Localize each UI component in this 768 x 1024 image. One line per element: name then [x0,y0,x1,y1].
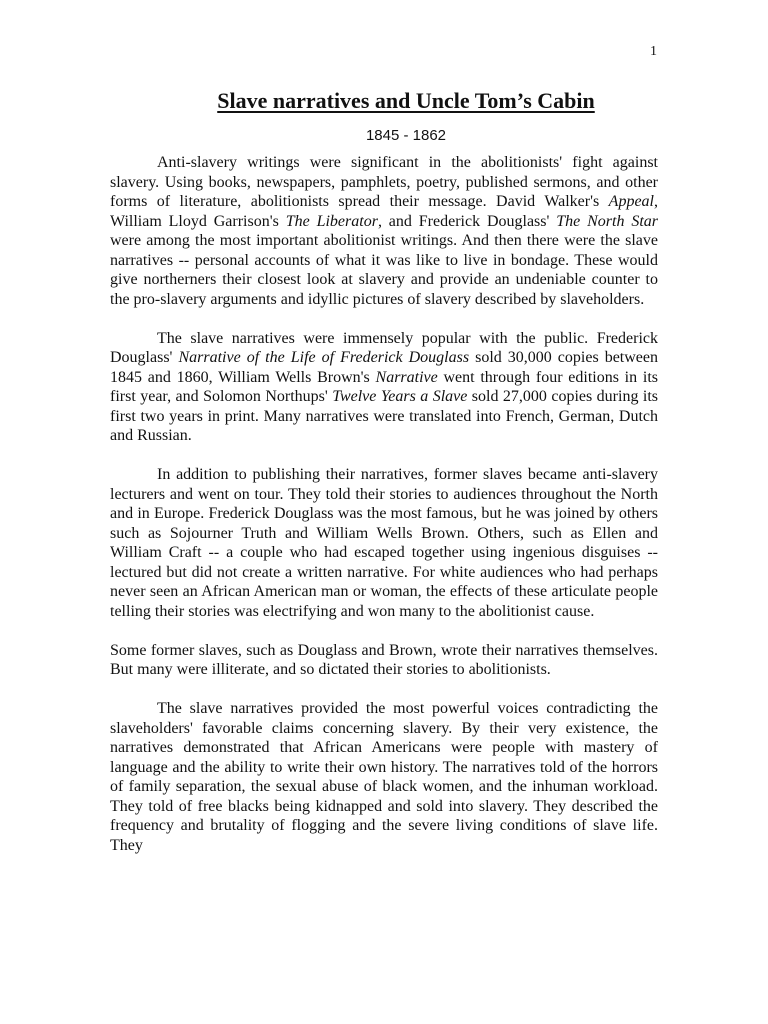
italic-title-text: Narrative of the Life of Frederick Douglass [178,349,470,366]
italic-title-text: Narrative [375,368,438,386]
italic-title-text: Twelve Years a Slave [332,388,468,405]
text-run: Anti-slavery writings were significant in the abolitionists' fight against slavery. Using books, newspapers, pamphlets, poetry, published sermons, and other forms of literature, abolitionists spread their message. David Walker's [110,154,658,210]
italic-title-text: The North Star [556,212,659,230]
paragraph [110,329,658,446]
text-run: , and Frederick Douglass' [377,212,557,230]
paragraph [110,641,658,680]
paragraph [110,465,658,621]
text-run: , William Lloyd Garrison's [110,193,658,230]
text-run: sold 27,000 copies during its first two years in print. Many narratives were translated into French, German, Dutch and Russian. [110,388,659,444]
italic-title-text: The Liberator [285,212,378,230]
paragraph [110,153,658,309]
paragraph [110,699,658,855]
text-run: In addition to publishing their narratives, former slaves became anti-slavery lecturers and went on tour. They told their stories to audiences throughout the North and in Europe. Frederick Douglass was the most famous, but he was joined by others such as Sojourner Truth and William Wells Brown. Others, such as Ellen and William Craft -- a couple who had escaped together using ingenious disguises -- lectured but did not create a written narrative. For white audiences who had perhaps never seen an African American man or woman, the effects of these articulate people telling their stories was electrifying and won many to the abolitionist cause. [110,466,658,620]
italic-title-text: Appeal [608,193,654,210]
text-run: The slave narratives provided the most powerful voices contradicting the slaveholders' favorable claims concerning slavery. By their very existence, the narratives demonstrated that African Americans were people with mastery of language and the ability to write their own history. The narratives told of the horrors of family separation, the sexual abuse of black women, and the inhuman workload. They told of free blacks being kidnapped and sold into slavery. They described the frequency and brutality of flogging and the severe living conditions of slave life. They [110,700,658,854]
text-run: Some former slaves, such as Douglass and Brown, wrote their narratives themselves. But many were illiterate, and so dictated their stories to abolitionists. [110,641,658,678]
page-number: 1 [650,44,657,59]
text-run: The slave narratives were immensely popular with the public. Frederick Douglass' [110,329,658,366]
text-run: were among the most important abolitionist writings. And then there were the slave narratives -- personal accounts of what it was like to live in bondage. These would give northerners their closest look at slavery and provide an undeniable counter to the pro-slavery arguments and idyllic pictures of slavery described by slaveholders. [110,232,658,308]
text-run: sold 30,000 copies between 1845 and 1860, William Wells Brown's [110,349,659,386]
body-text [110,153,658,855]
date-range: 1845 - 1862 [365,127,447,144]
document-title: Slave narratives and Uncle Tom’s Cabin [217,88,595,113]
text-run: went through four editions in its first year, and Solomon Northups' [110,368,658,405]
